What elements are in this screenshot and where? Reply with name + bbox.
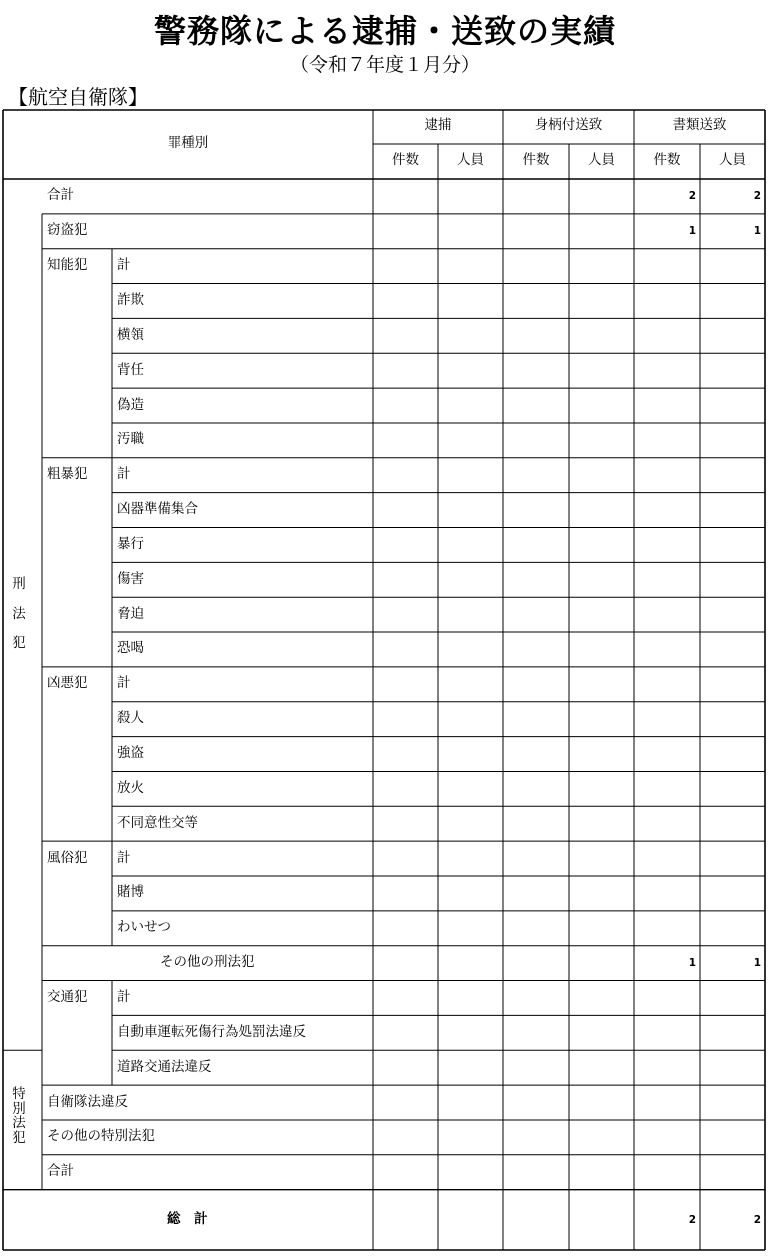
header-group-custody-referral: 身柄付送致 <box>534 117 603 133</box>
cell-value: 2 <box>688 190 696 203</box>
header-sub-persons: 人員 <box>588 152 615 168</box>
row-sublabel: 計 <box>117 257 131 274</box>
row-sublabel: 横領 <box>117 326 144 343</box>
cell-value: 1 <box>753 957 761 970</box>
row-label: 風俗犯 <box>47 849 88 866</box>
row-sublabel: 殺人 <box>117 710 144 727</box>
header-group-document-referral: 書類送致 <box>672 117 727 133</box>
header-group-arrest: 逮捕 <box>424 117 452 133</box>
row-sublabel: 放火 <box>117 779 144 796</box>
row-sublabel: 恐喝 <box>117 640 144 657</box>
cell-value: 1 <box>688 225 696 238</box>
row-label: 合計 <box>47 1163 74 1180</box>
row-sublabel: 道路交通法違反 <box>117 1058 212 1075</box>
cell-value: 2 <box>753 190 761 203</box>
row-label: 知能犯 <box>47 257 88 274</box>
row-sublabel: 背任 <box>117 361 144 378</box>
row-sublabel: 傷害 <box>117 570 144 587</box>
row-sublabel: 賭博 <box>117 884 144 901</box>
header-category: 罪種別 <box>167 135 209 151</box>
row-sublabel: 強盗 <box>117 745 144 762</box>
row-sublabel: 詐欺 <box>117 291 144 308</box>
row-sublabel: 脅迫 <box>117 605 144 622</box>
row-label: その他の特別法犯 <box>47 1128 155 1145</box>
row-sublabel: 計 <box>117 988 131 1005</box>
unit-label: 【航空自衛隊】 <box>8 85 148 109</box>
header-sub-persons: 人員 <box>719 152 746 168</box>
row-label: 凶悪犯 <box>47 675 88 692</box>
row-sublabel: 暴行 <box>117 535 144 552</box>
row-label: 総 計 <box>167 1210 208 1227</box>
header-sub-count: 件数 <box>653 152 681 168</box>
page-title: 警務隊による逮捕・送致の実績 <box>153 12 616 50</box>
row-label: 合計 <box>47 187 74 204</box>
row-label: 自衛隊法違反 <box>47 1093 128 1110</box>
header-sub-count: 件数 <box>392 152 419 168</box>
row-label: 粗暴犯 <box>47 466 88 483</box>
row-sublabel: 偽造 <box>117 396 144 413</box>
row-sublabel: 自動車運転死傷行為処罰法違反 <box>117 1023 306 1040</box>
vertical-label-penal-code: 刑 法 犯 <box>12 576 26 651</box>
page-subtitle: （令和７年度１月分） <box>289 54 480 76</box>
row-sublabel: 凶器準備集合 <box>117 501 198 518</box>
cell-value: 2 <box>688 1213 696 1226</box>
cell-value: 1 <box>753 225 761 238</box>
cell-value: 1 <box>688 957 696 970</box>
cell-value: 2 <box>753 1213 761 1226</box>
header-sub-persons: 人員 <box>457 152 484 168</box>
row-sublabel: 計 <box>117 675 131 692</box>
header-sub-count: 件数 <box>522 152 550 168</box>
row-sublabel: 計 <box>117 849 131 866</box>
row-sublabel: 汚職 <box>117 431 144 448</box>
row-label: 窃盗犯 <box>47 222 88 239</box>
row-sublabel: わいせつ <box>117 919 171 936</box>
row-sublabel: 計 <box>117 466 131 483</box>
row-label: その他の刑法犯 <box>160 954 255 971</box>
vertical-label-special-law: 特 別 法 犯 <box>12 1086 26 1146</box>
row-sublabel: 不同意性交等 <box>117 814 198 831</box>
row-label: 交通犯 <box>47 988 88 1005</box>
